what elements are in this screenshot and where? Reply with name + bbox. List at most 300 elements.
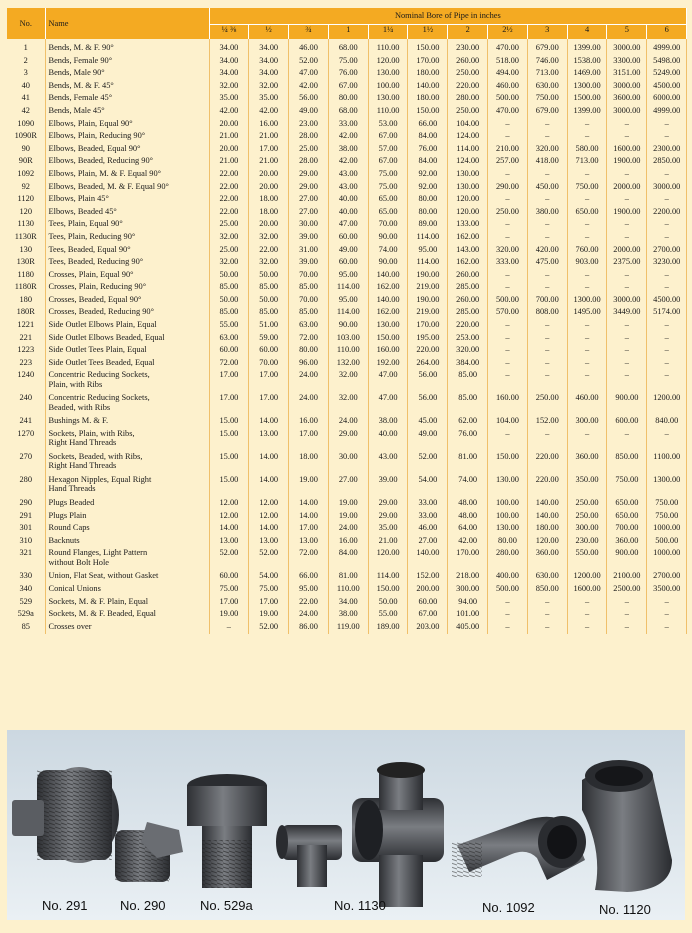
price-cell: – [488, 429, 528, 452]
item-name [45, 584, 209, 597]
price-cell: 500.00 [488, 584, 528, 597]
price-cell: 27.00 [328, 475, 368, 498]
price-cell: – [647, 232, 687, 245]
price-cell: 700.00 [607, 523, 647, 536]
price-cell: 89.00 [408, 219, 448, 232]
price-cell: 34.00 [249, 56, 289, 69]
price-cell: 21.00 [249, 156, 289, 169]
price-cell: 550.00 [567, 548, 607, 571]
price-cell: – [527, 270, 567, 283]
price-cell: 17.00 [289, 429, 329, 452]
price-cell: 4999.00 [647, 39, 687, 56]
price-cell: 32.00 [249, 257, 289, 270]
price-cell: 75.00 [368, 169, 408, 182]
price-cell: – [647, 270, 687, 283]
item-name [45, 416, 209, 429]
item-name [45, 536, 209, 549]
table-row [7, 345, 687, 358]
price-cell: 47.00 [368, 393, 408, 416]
price-cell: 114.00 [368, 571, 408, 584]
item-name [45, 548, 209, 571]
price-cell: 475.00 [527, 257, 567, 270]
price-cell: 43.00 [368, 452, 408, 475]
table-row [7, 81, 687, 94]
price-cell: 19.00 [209, 609, 249, 622]
price-cell: 162.00 [368, 307, 408, 320]
item-name [45, 182, 209, 195]
price-cell: 285.00 [448, 282, 488, 295]
price-cell: 110.00 [328, 345, 368, 358]
price-cell: – [607, 370, 647, 393]
price-cell: 570.00 [488, 307, 528, 320]
price-cell: – [488, 282, 528, 295]
item-name [45, 597, 209, 610]
price-cell: 52.00 [249, 548, 289, 571]
price-cell: 220.00 [527, 452, 567, 475]
price-cell: – [567, 169, 607, 182]
price-cell: 13.00 [209, 536, 249, 549]
price-cell: 29.00 [368, 498, 408, 511]
price-cell: 360.00 [527, 548, 567, 571]
price-cell: 170.00 [408, 56, 448, 69]
price-cell: 360.00 [567, 452, 607, 475]
price-cell: 42.00 [328, 131, 368, 144]
price-cell: 3300.00 [607, 56, 647, 69]
price-cell: 76.00 [328, 68, 368, 81]
price-cell: – [607, 169, 647, 182]
table-row [7, 511, 687, 524]
table-row [7, 609, 687, 622]
price-cell: 494.00 [488, 68, 528, 81]
price-cell: 679.00 [527, 39, 567, 56]
price-cell: 850.00 [607, 452, 647, 475]
price-cell: 160.00 [368, 345, 408, 358]
item-number: 42 [7, 106, 45, 119]
price-cell: 713.00 [567, 156, 607, 169]
price-cell: 124.00 [448, 156, 488, 169]
price-cell: 3500.00 [647, 584, 687, 597]
price-cell: 38.00 [328, 609, 368, 622]
price-cell: 67.00 [408, 609, 448, 622]
price-cell: 18.00 [249, 207, 289, 220]
price-cell: 2850.00 [647, 156, 687, 169]
item-name-line: Tees, Plain, Equal 90° [48, 219, 123, 229]
price-cell: 60.00 [209, 571, 249, 584]
price-cell: 13.00 [249, 429, 289, 452]
item-number: 1180R [7, 282, 45, 295]
price-cell: 140.00 [408, 548, 448, 571]
price-cell: 19.00 [328, 498, 368, 511]
price-cell: 418.00 [527, 156, 567, 169]
price-cell: 17.00 [209, 393, 249, 416]
price-cell: – [647, 282, 687, 295]
price-cell: 250.00 [448, 68, 488, 81]
price-cell: 150.00 [408, 106, 448, 119]
price-cell: 170.00 [408, 320, 448, 333]
item-name [45, 370, 209, 393]
price-cell: 143.00 [448, 245, 488, 258]
price-cell: – [527, 232, 567, 245]
item-name [45, 333, 209, 346]
price-cell: 2000.00 [607, 245, 647, 258]
price-cell: 38.00 [328, 144, 368, 157]
price-cell: 2300.00 [647, 144, 687, 157]
item-name-line: Tees, Plain, Reducing 90° [48, 231, 136, 241]
item-name-line: Sockets, M. & F. Plain, Equal [48, 596, 149, 606]
price-cell: – [607, 219, 647, 232]
price-cell: 140.00 [368, 295, 408, 308]
item-name-line: Plain, with Ribs [48, 379, 103, 389]
price-cell: – [488, 219, 528, 232]
price-cell: – [527, 429, 567, 452]
price-cell: 220.00 [448, 320, 488, 333]
price-cell: 29.00 [328, 429, 368, 452]
item-name-line: Round Flanges, Light Pattern [48, 548, 148, 558]
price-cell: 6000.00 [647, 93, 687, 106]
price-cell: 750.00 [647, 511, 687, 524]
price-cell: 28.00 [289, 131, 329, 144]
item-name-line: Right Hand Threads [48, 461, 117, 471]
table-row [7, 156, 687, 169]
item-number: 85 [7, 622, 45, 635]
price-cell: 114.00 [408, 232, 448, 245]
price-cell: 630.00 [527, 81, 567, 94]
price-cell: – [647, 597, 687, 610]
price-cell: 133.00 [448, 219, 488, 232]
price-cell: – [567, 358, 607, 371]
table-row [7, 219, 687, 232]
price-cell: 20.00 [249, 182, 289, 195]
price-cell: – [488, 622, 528, 635]
price-cell: 3000.00 [607, 295, 647, 308]
price-cell: 130.00 [448, 169, 488, 182]
price-cell: 1200.00 [647, 393, 687, 416]
price-cell: 600.00 [607, 416, 647, 429]
item-name-line: Conical Unions [48, 584, 101, 593]
price-cell: 760.00 [567, 245, 607, 258]
price-cell: 120.00 [368, 548, 408, 571]
price-cell: 96.00 [289, 358, 329, 371]
price-cell: 63.00 [209, 333, 249, 346]
price-cell: – [647, 169, 687, 182]
table-row [7, 571, 687, 584]
price-cell: – [488, 370, 528, 393]
price-cell: – [607, 622, 647, 635]
price-cell: 840.00 [647, 416, 687, 429]
price-cell: 119.00 [328, 622, 368, 635]
table-row [7, 429, 687, 452]
size-header-cell: ¼ ⅜ [209, 25, 249, 40]
item-name-line: Side Outlet Tees Beaded, Equal [48, 357, 155, 367]
price-cell: 460.00 [567, 393, 607, 416]
price-cell: 39.00 [368, 475, 408, 498]
price-cell: 70.00 [289, 295, 329, 308]
price-cell: 380.00 [527, 207, 567, 220]
price-cell: 120.00 [448, 207, 488, 220]
item-name-line: Concentric Reducing Sockets, [48, 393, 150, 403]
price-cell: 21.00 [209, 131, 249, 144]
price-cell: 2200.00 [647, 207, 687, 220]
price-cell: 17.00 [249, 144, 289, 157]
price-cell: 42.00 [249, 106, 289, 119]
price-cell: 15.00 [209, 452, 249, 475]
price-cell: – [527, 169, 567, 182]
price-cell: – [488, 169, 528, 182]
item-name-line: Elbows, Plain 45° [48, 194, 109, 204]
price-cell: 60.00 [328, 232, 368, 245]
price-cell: 103.00 [328, 333, 368, 346]
price-cell: 42.00 [448, 536, 488, 549]
price-cell: 300.00 [567, 416, 607, 429]
price-cell: 1300.00 [647, 475, 687, 498]
price-cell: 500.00 [488, 295, 528, 308]
item-number: 340 [7, 584, 45, 597]
item-name [45, 393, 209, 416]
price-cell: 4500.00 [647, 81, 687, 94]
item-number: 3 [7, 68, 45, 81]
price-cell: – [488, 194, 528, 207]
price-cell: – [527, 333, 567, 346]
item-number: 291 [7, 511, 45, 524]
item-name-line: Crosses, Plain, Reducing 90° [48, 282, 147, 292]
price-cell: 48.00 [448, 511, 488, 524]
price-cell: 460.00 [488, 81, 528, 94]
price-cell: 47.00 [368, 370, 408, 393]
price-cell: 257.00 [488, 156, 528, 169]
price-cell: 2500.00 [607, 584, 647, 597]
size-header-cell: 2 [448, 25, 488, 40]
table-row [7, 597, 687, 610]
price-cell: 51.00 [249, 320, 289, 333]
price-cell: 104.00 [448, 119, 488, 132]
price-cell: 85.00 [249, 307, 289, 320]
price-cell: 450.00 [527, 182, 567, 195]
price-cell: 80.00 [488, 536, 528, 549]
item-number: 1090 [7, 119, 45, 132]
price-cell: 75.00 [249, 584, 289, 597]
price-cell: 219.00 [408, 282, 448, 295]
item-number: 330 [7, 571, 45, 584]
price-cell: 21.00 [209, 156, 249, 169]
price-cell: 650.00 [607, 511, 647, 524]
price-cell: 5498.00 [647, 56, 687, 69]
price-cell: 74.00 [448, 475, 488, 498]
item-name-line: Elbows, Beaded, Equal 90° [48, 143, 141, 153]
price-cell: – [607, 597, 647, 610]
price-cell: – [567, 219, 607, 232]
price-cell: 350.00 [567, 475, 607, 498]
price-cell: 19.00 [328, 511, 368, 524]
price-cell: 220.00 [448, 81, 488, 94]
price-cell: 130.00 [368, 320, 408, 333]
price-cell: 3230.00 [647, 257, 687, 270]
price-cell: 50.00 [209, 295, 249, 308]
price-cell: 22.00 [209, 169, 249, 182]
item-name-line: Crosses, Beaded, Reducing 90° [48, 307, 154, 317]
price-cell: 84.00 [328, 548, 368, 571]
price-cell: 42.00 [209, 106, 249, 119]
price-cell: – [488, 270, 528, 283]
price-cell: 130.00 [488, 475, 528, 498]
price-cell: 192.00 [368, 358, 408, 371]
price-cell: 72.00 [289, 333, 329, 346]
price-cell: 140.00 [527, 498, 567, 511]
price-cell: – [488, 131, 528, 144]
price-cell: – [647, 219, 687, 232]
price-cell: 400.00 [488, 571, 528, 584]
item-name-line: Bends, M. & F. 90° [48, 43, 114, 52]
price-cell: 1900.00 [607, 207, 647, 220]
price-cell: – [567, 370, 607, 393]
price-cell: 67.00 [328, 81, 368, 94]
price-cell: 650.00 [607, 498, 647, 511]
price-cell: 140.00 [527, 511, 567, 524]
table-row [7, 622, 687, 635]
price-cell: 33.00 [408, 511, 448, 524]
item-name-line: Plugs Beaded [48, 498, 95, 508]
price-cell: 80.00 [408, 194, 448, 207]
price-cell: 2000.00 [607, 182, 647, 195]
price-cell: – [567, 282, 607, 295]
price-cell: 60.00 [209, 345, 249, 358]
price-cell: 2375.00 [607, 257, 647, 270]
price-cell: 63.00 [289, 320, 329, 333]
price-cell: 14.00 [249, 475, 289, 498]
item-name [45, 119, 209, 132]
price-cell: 180.00 [408, 93, 448, 106]
price-cell: 52.00 [289, 56, 329, 69]
price-cell: 23.00 [289, 119, 329, 132]
fittings-photo [7, 730, 685, 920]
item-name [45, 56, 209, 69]
price-cell: 85.00 [209, 307, 249, 320]
price-cell: 95.00 [289, 584, 329, 597]
price-cell: – [647, 358, 687, 371]
fittings-illustration [7, 730, 685, 920]
item-number: 280 [7, 475, 45, 498]
table-row [7, 452, 687, 475]
size-header-cell: ½ [249, 25, 289, 40]
price-cell: 56.00 [408, 393, 448, 416]
item-name [45, 320, 209, 333]
table-row [7, 416, 687, 429]
price-cell: – [607, 282, 647, 295]
price-cell: 160.00 [488, 393, 528, 416]
price-cell: 3000.00 [607, 81, 647, 94]
price-cell: 95.00 [408, 245, 448, 258]
item-name-line: Sockets, M. & F. Beaded, Equal [48, 609, 156, 619]
price-cell: 12.00 [249, 498, 289, 511]
price-cell: 132.00 [328, 358, 368, 371]
price-cell: 27.00 [289, 207, 329, 220]
price-cell: – [488, 345, 528, 358]
price-cell: 1399.00 [567, 106, 607, 119]
price-cell: – [527, 358, 567, 371]
price-cell: 74.00 [368, 245, 408, 258]
item-name-line: Elbows, Beaded, Reducing 90° [48, 156, 154, 166]
photo-label-1092: No. 1092 [482, 900, 535, 915]
price-cell: 12.00 [249, 511, 289, 524]
price-cell: 18.00 [289, 452, 329, 475]
item-number: 1223 [7, 345, 45, 358]
price-cell: 22.00 [209, 207, 249, 220]
item-name [45, 282, 209, 295]
item-name [45, 39, 209, 56]
photo-label-290: No. 290 [120, 898, 166, 913]
price-cell: 38.00 [368, 416, 408, 429]
price-cell: 68.00 [328, 39, 368, 56]
price-cell: – [567, 333, 607, 346]
item-name-line: Elbows, Plain, Equal 90° [48, 118, 133, 128]
item-name-line: Bushings M. & F. [48, 416, 109, 426]
price-cell: 808.00 [527, 307, 567, 320]
price-cell: 42.00 [328, 156, 368, 169]
price-cell: 19.00 [289, 475, 329, 498]
price-cell: 25.00 [209, 245, 249, 258]
item-name [45, 207, 209, 220]
price-cell: – [488, 232, 528, 245]
price-cell: 3000.00 [607, 39, 647, 56]
price-cell: 34.00 [249, 39, 289, 56]
price-cell: 218.00 [448, 571, 488, 584]
price-cell: 22.00 [249, 245, 289, 258]
price-cell: 250.00 [567, 511, 607, 524]
price-cell: 114.00 [448, 144, 488, 157]
price-cell: 55.00 [209, 320, 249, 333]
size-header-cell: 3 [527, 25, 567, 40]
price-cell: 43.00 [328, 169, 368, 182]
price-cell: 253.00 [448, 333, 488, 346]
price-cell: 1500.00 [567, 93, 607, 106]
price-cell: 162.00 [448, 232, 488, 245]
item-name [45, 219, 209, 232]
item-name [45, 345, 209, 358]
item-number: 1240 [7, 370, 45, 393]
price-cell: 900.00 [607, 393, 647, 416]
price-cell: 124.00 [448, 131, 488, 144]
price-cell: 35.00 [249, 93, 289, 106]
price-cell: 750.00 [567, 182, 607, 195]
price-cell: 190.00 [408, 295, 448, 308]
price-cell: 1399.00 [567, 39, 607, 56]
price-cell: 120.00 [448, 194, 488, 207]
item-number: 1180 [7, 270, 45, 283]
item-number: 290 [7, 498, 45, 511]
price-cell: – [607, 194, 647, 207]
price-cell: 12.00 [209, 511, 249, 524]
item-name-line: Crosses over [48, 621, 92, 631]
price-cell: 56.00 [289, 93, 329, 106]
price-cell: 110.00 [368, 106, 408, 119]
table-row [7, 245, 687, 258]
price-cell: 94.00 [448, 597, 488, 610]
price-cell: 230.00 [448, 39, 488, 56]
price-cell: 3449.00 [607, 307, 647, 320]
price-cell: 84.00 [408, 131, 448, 144]
price-cell: 49.00 [289, 106, 329, 119]
item-name [45, 295, 209, 308]
item-name-line: Side Outlet Tees Plain, Equal [48, 345, 147, 355]
price-cell: – [527, 219, 567, 232]
price-cell: 27.00 [408, 536, 448, 549]
item-name-line: Elbows, Plain, Reducing 90° [48, 131, 146, 141]
item-number: 1092 [7, 169, 45, 182]
price-cell: – [488, 358, 528, 371]
item-name-line: Sockets, Beaded, with Ribs, [48, 452, 143, 462]
table-row [7, 320, 687, 333]
price-cell: 64.00 [448, 523, 488, 536]
size-header-cell: 4 [567, 25, 607, 40]
